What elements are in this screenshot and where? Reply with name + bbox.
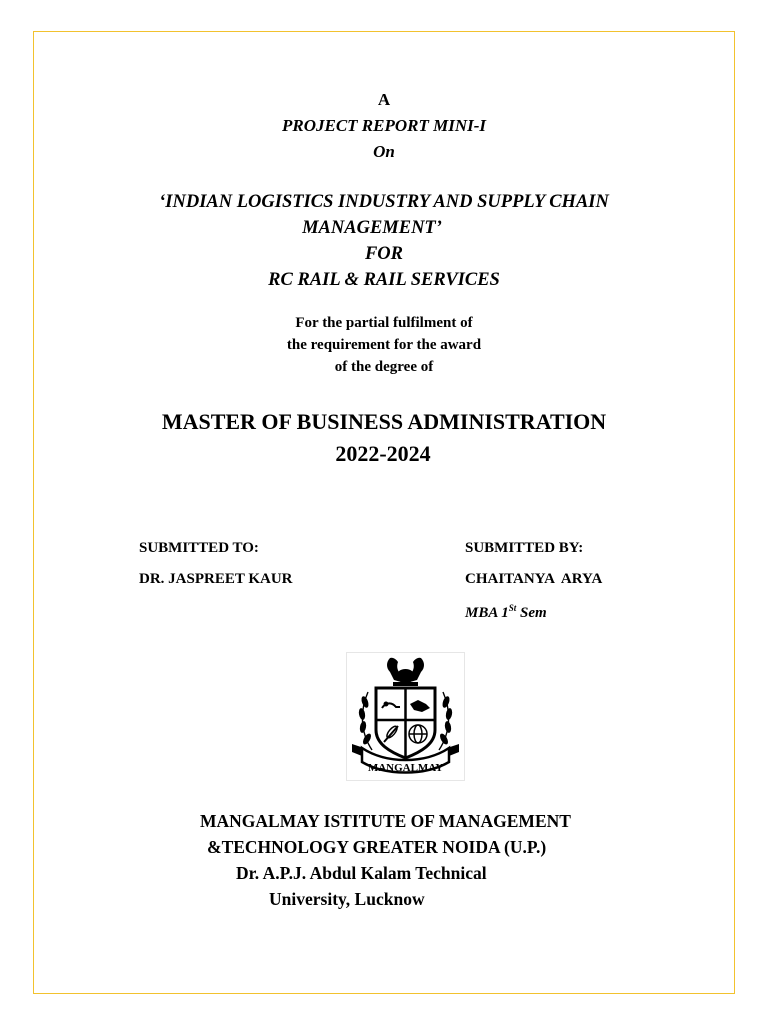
report-type: PROJECT REPORT MINI-I <box>281 116 487 135</box>
submitted-to-name: DR. JASPREET KAUR <box>139 571 293 587</box>
for-text: FOR <box>364 244 404 264</box>
submitted-by-label: SUBMITTED BY: <box>465 540 584 556</box>
fulfilment-line3: of the degree of <box>334 359 434 375</box>
fulfilment-line2: the requirement for the award <box>286 337 482 353</box>
degree-years: 2022-2024 <box>335 441 431 466</box>
submitted-by-name: CHAITANYA ARYA <box>465 571 603 587</box>
university-line2: University, Lucknow <box>269 889 425 909</box>
university-line1: Dr. A.P.J. Abdul Kalam Technical <box>236 863 487 883</box>
on-text: On <box>373 142 395 161</box>
fulfilment-line1: For the partial fulfilment of <box>295 315 473 331</box>
project-title-line2: MANAGEMENT’ <box>302 218 442 238</box>
project-title-line1: ‘INDIAN LOGISTICS INDUSTRY AND SUPPLY CHAIN <box>159 192 609 212</box>
company-name: RC RAIL & RAIL SERVICES <box>268 270 500 290</box>
institute-line2: &TECHNOLOGY GREATER NOIDA (U.P.) <box>207 837 547 857</box>
submitted-to-label: SUBMITTED TO: <box>139 540 259 556</box>
svg-text:MANGALMAY: MANGALMAY <box>367 762 444 774</box>
degree-name: MASTER OF BUSINESS ADMINISTRATION <box>161 409 607 434</box>
institute-line1: MANGALMAY ISTITUTE OF MANAGEMENT <box>200 811 571 831</box>
article-a: A <box>377 90 391 109</box>
mangalmay-crest-logo <box>346 652 465 781</box>
program-semester: MBA 1St Sem <box>465 603 547 621</box>
